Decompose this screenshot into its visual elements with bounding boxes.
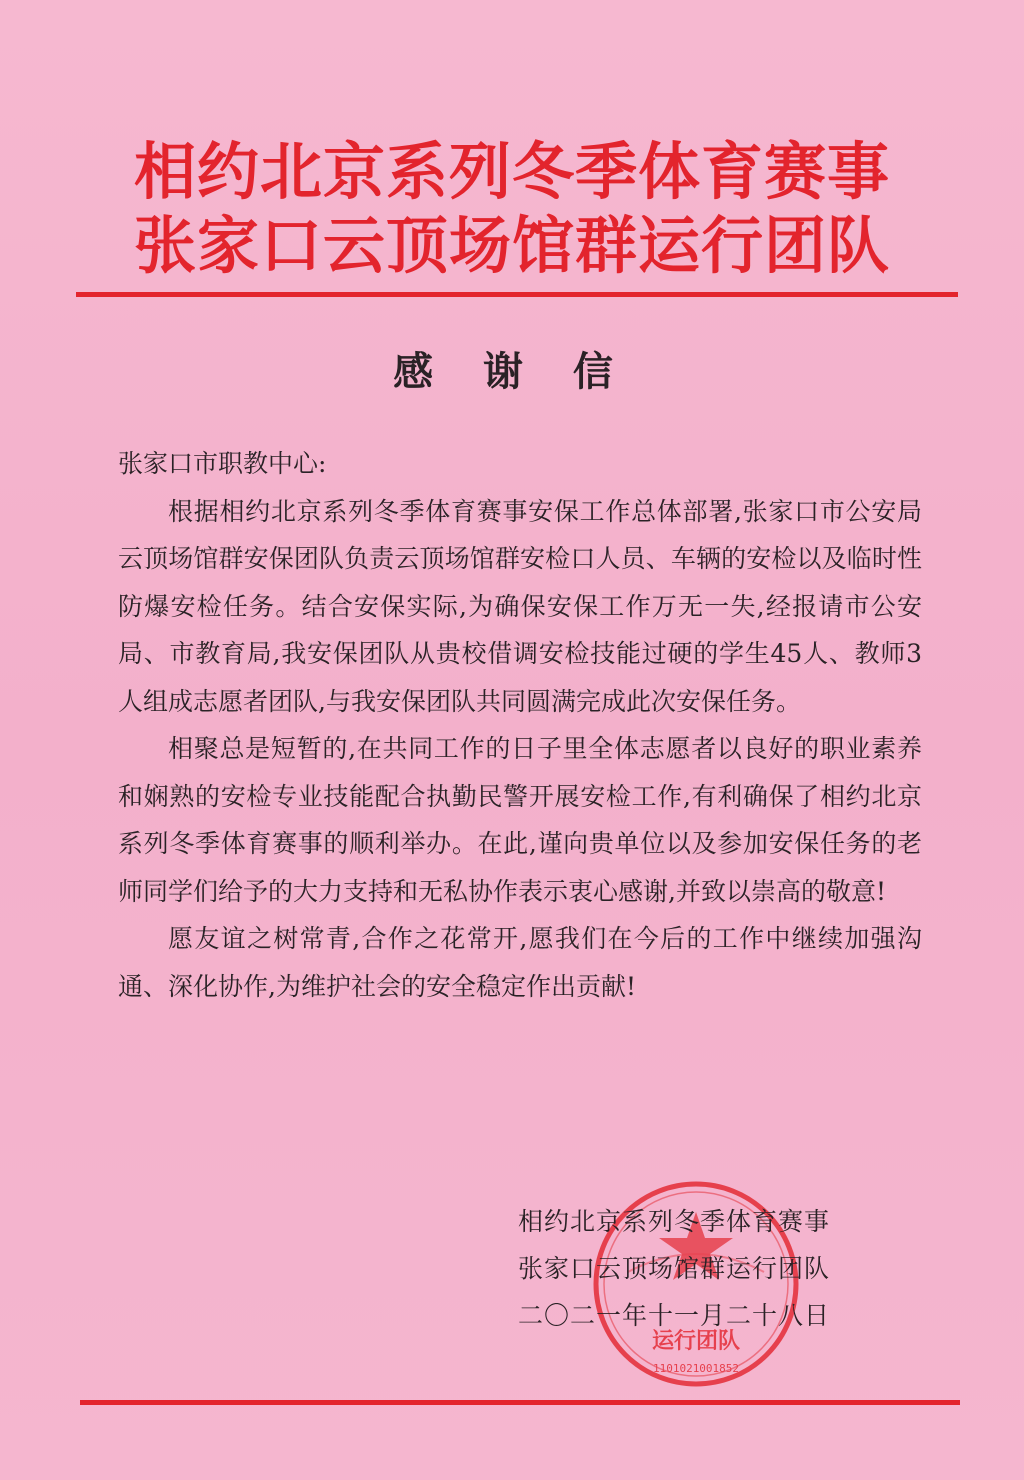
salutation: 张家口市职教中心:	[118, 449, 327, 478]
header-divider	[76, 292, 958, 297]
signature-date: 二〇二一年十一月二十八日	[518, 1301, 831, 1330]
signature-org-line-2: 张家口云顶场馆群运行团队	[518, 1254, 831, 1283]
seal-code-text: 1101021001852	[652, 1362, 740, 1375]
letter-body	[118, 440, 922, 1010]
paragraph-2: 相聚总是短暂的,在共同工作的日子里全体志愿者以良好的职业素养和娴熟的安检专业技能配合执勤民警开展安检工作,有利确保了相约北京系列冬季体育赛事的顺利举办。在此,谨向贵单位以及参加安保任务的老师同学们给予的大力支持和无私协作表示衷心感谢,并致以崇高的敬意!	[118, 734, 922, 906]
signature-block	[518, 1198, 938, 1339]
letterhead-line-1: 相约北京系列冬季体育赛事	[133, 135, 890, 208]
paragraph-3: 愿友谊之树常青,合作之花常开,愿我们在今后的工作中继续加强沟通、深化协作,为维护社会的安全稳定作出贡献!	[118, 924, 922, 1001]
letterhead-line-2: 张家口云顶场馆群运行团队	[133, 209, 890, 282]
paragraph-1: 根据相约北京系列冬季体育赛事安保工作总体部署,张家口市公安局云顶场馆群安保团队负责云顶场馆群安检口人员、车辆的安检以及临时性防爆安检任务。结合安保实际,为确保安保工作万无一失,经报请市公安局、市教育局,我安保团队从贵校借调安检技能过硬的学生45人、教师3人组成志愿者团队,与我安保团队共同圆满完成此次安保任务。	[118, 496, 922, 716]
letterhead	[0, 135, 1024, 283]
footer-divider	[80, 1400, 960, 1405]
letter-title: 感 谢 信	[393, 348, 631, 395]
seal-center-text: 运行团队	[651, 1328, 741, 1354]
signature-org-line-1: 相约北京系列冬季体育赛事	[518, 1207, 831, 1236]
